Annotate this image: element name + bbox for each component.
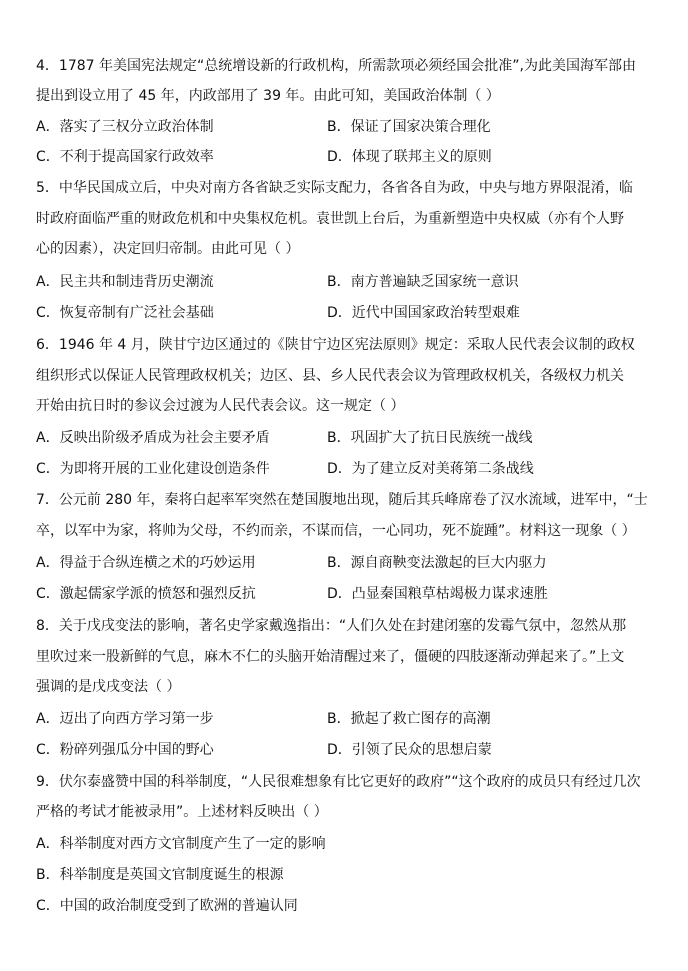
question-5-stem-line-3: 心的因素），决定回归帝制。由此可见（ ） [36, 241, 300, 257]
question-9-stem-line-2: 严格的考试才能被录用”。上述材料反映出（ ） [36, 804, 328, 820]
question-8-stem-line-2: 里吹过来一股新鲜的气息，麻木不仁的头脑开始清醒过来了，僵硬的四肢逐渐动弹起来了。”上文 [36, 649, 625, 665]
question-6-stem-line-1: 6．1946 年 4 月，陕甘宁边区通过的《陕甘宁边区宪法原则》规定：采取人民代表会议制的政权 [36, 337, 635, 353]
question-6-option-a: A．反映出阶级矛盾成为社会主要矛盾 [36, 430, 270, 446]
question-9-option-b: B．科举制度是英国文官制度诞生的根源 [36, 867, 284, 883]
question-6-option-b: B．巩固扩大了抗日民族统一战线 [327, 430, 533, 446]
question-8-option-d: D．引领了民众的思想启蒙 [327, 742, 492, 758]
question-7-stem-line-2: 卒，以军中为家，将帅为父母，不约而亲，不谋而信，一心同功，死不旋踵”。材料这一现象（ ） [36, 523, 636, 539]
question-8-option-a: A．迈出了向西方学习第一步 [36, 711, 214, 727]
question-5-option-b: B．南方普遍缺乏国家统一意识 [327, 274, 519, 290]
question-8-stem-line-3: 强调的是戊戌变法（ ） [36, 679, 181, 695]
question-4-option-a: A．落实了三权分立政治体制 [36, 119, 214, 135]
question-8-option-b: B．掀起了救亡图存的高潮 [327, 711, 491, 727]
question-4-stem-line-1: 4．1787 年美国宪法规定“总统增设新的行政机构，所需款项必须经国会批准”,为此美国海军部由 [36, 58, 636, 74]
question-7-stem-line-1: 7．公元前 280 年，秦将白起率军突然在楚国腹地出现，随后其兵峰席卷了汉水流域，进军中，“士 [36, 492, 648, 508]
question-7-option-c: C．激起儒家学派的愤怒和强烈反抗 [36, 586, 256, 602]
question-4-stem-line-2: 提出到设立用了 45 年，内政部用了 39 年。由此可知，美国政治体制（ ） [36, 88, 500, 104]
question-7-option-a: A．得益于合纵连横之术的巧妙运用 [36, 555, 256, 571]
question-8-option-c: C．粉碎列强瓜分中国的野心 [36, 742, 214, 758]
question-7-option-b: B．源自商鞅变法激起的巨大内驱力 [327, 555, 547, 571]
question-9-option-a: A．科举制度对西方文官制度产生了一定的影响 [36, 836, 326, 852]
question-9-stem-line-1: 9．伏尔泰盛赞中国的科举制度，“人民很难想象有比它更好的政府”“这个政府的成员只有经过几次 [36, 774, 641, 790]
question-6-option-c: C．为即将开展的工业化建设创造条件 [36, 461, 270, 477]
question-5-stem-line-2: 时政府面临严重的财政危机和中央集权危机。袁世凯上台后，为重新塑造中央权威（亦有个人野 [36, 211, 624, 227]
question-5-stem-line-1: 5．中华民国成立后，中央对南方各省缺乏实际支配力，各省各自为政，中央与地方界限混淆，临 [36, 180, 633, 196]
question-6-option-d: D．为了建立反对美蒋第二条战线 [327, 461, 534, 477]
question-4-option-b: B．保证了国家决策合理化 [327, 119, 491, 135]
question-4-option-d: D．体现了联邦主义的原则 [327, 149, 492, 165]
question-9-option-c: C．中国的政治制度受到了欧洲的普遍认同 [36, 898, 298, 914]
question-6-stem-line-3: 开始由抗日时的参议会过渡为人民代表会议。这一规定（ ） [36, 398, 405, 414]
question-5-option-d: D．近代中国国家政治转型艰难 [327, 305, 520, 321]
question-5-option-a: A．民主共和制违背历史潮流 [36, 274, 214, 290]
question-5-option-c: C．恢复帝制有广泛社会基础 [36, 305, 214, 321]
question-8-stem-line-1: 8．关于戊戌变法的影响，著名史学家戴逸指出：“人们久处在封建闭塞的发霉气氛中，忽然从那 [36, 618, 627, 634]
question-4-option-c: C．不利于提高国家行政效率 [36, 149, 214, 165]
question-6-stem-line-2: 组织形式以保证人民管理政权机关；边区、县、乡人民代表会议为管理政权机关，各级权力机关 [36, 368, 624, 384]
question-7-option-d: D．凸显秦国粮草枯竭极力谋求速胜 [327, 586, 548, 602]
